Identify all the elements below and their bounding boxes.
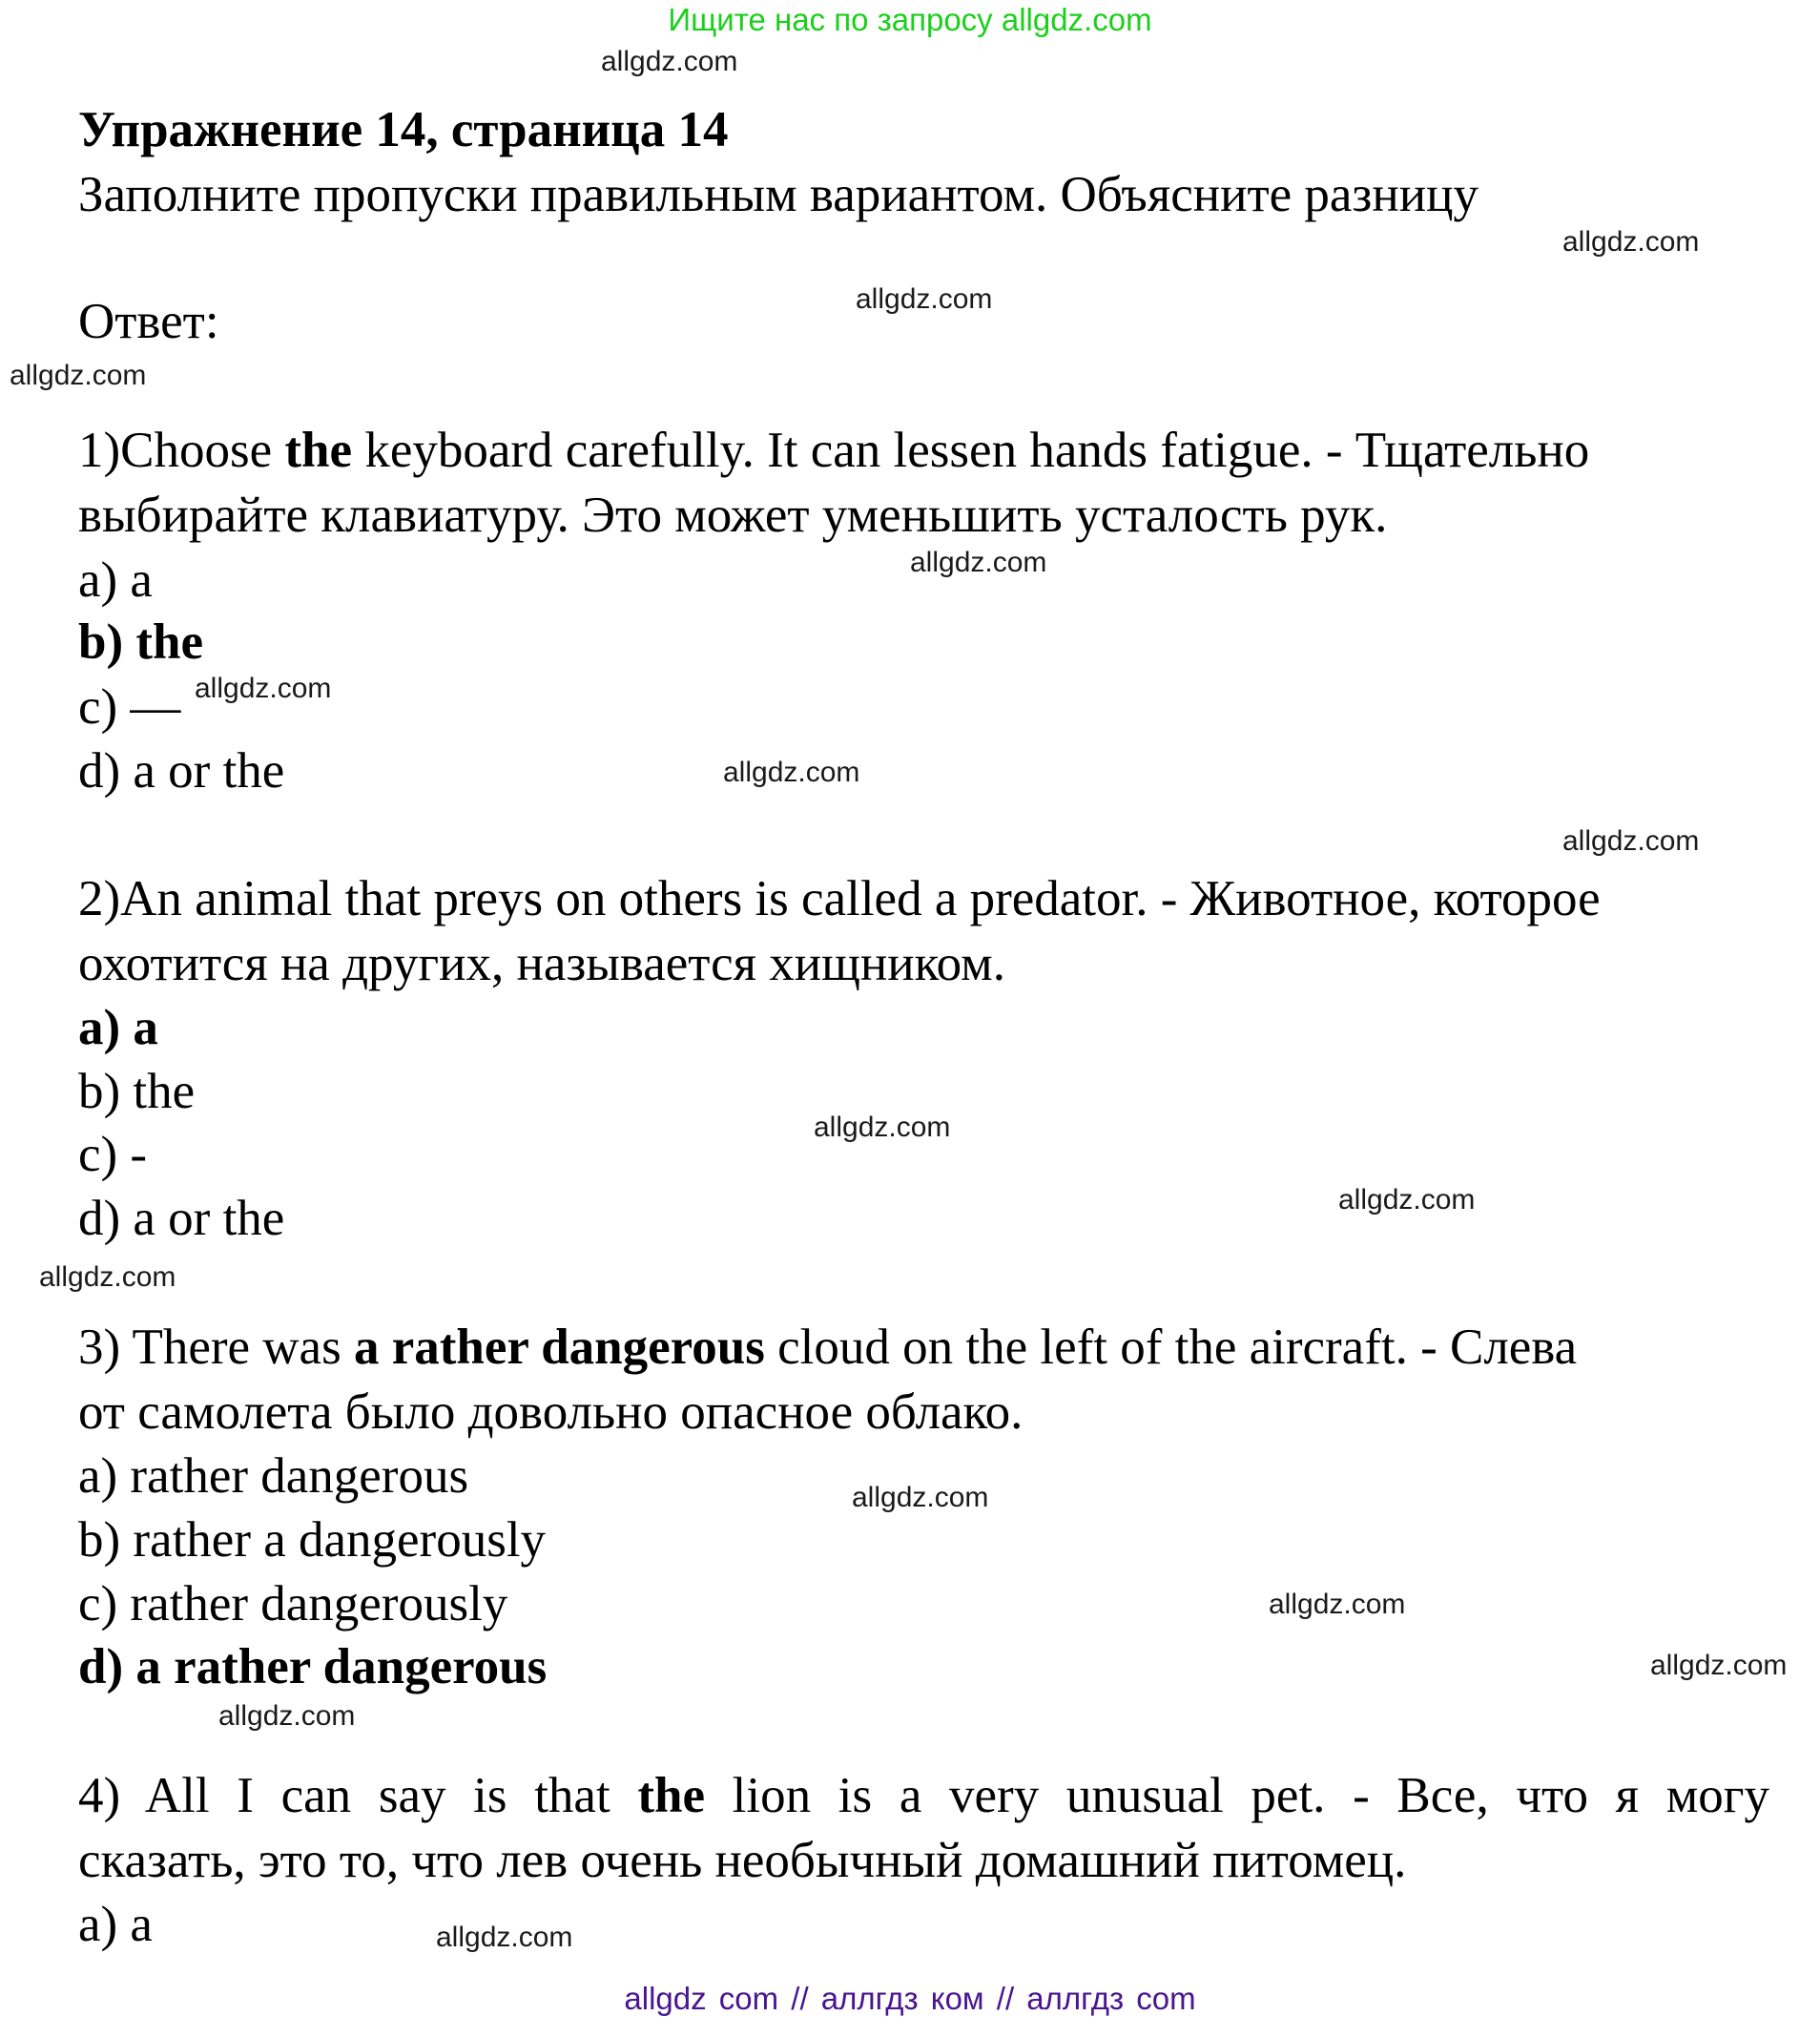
watermark: allgdz.com — [1338, 1184, 1476, 1216]
q2-line1: 2)An animal that preys on others is called a predator. - Животное, которое — [78, 871, 1601, 926]
watermark: allgdz.com — [39, 1261, 176, 1293]
watermark: allgdz.com — [218, 1700, 356, 1732]
q3-option-a: a) rather dangerous — [78, 1448, 469, 1504]
watermark: allgdz.com — [910, 547, 1047, 578]
q2-option-a-correct: a) a — [78, 1000, 158, 1055]
watermark: allgdz.com — [814, 1112, 951, 1143]
q3-option-b: b) rather a dangerously — [78, 1512, 547, 1568]
watermark: allgdz.com — [852, 1482, 989, 1513]
q3-highlight: a rather dangerous — [353, 1320, 765, 1375]
watermark: allgdz.com — [723, 757, 860, 788]
q3-line1 — [78, 1319, 1577, 1376]
watermark: allgdz.com — [195, 673, 332, 704]
q1-text: 1)Choose — [78, 423, 285, 478]
watermark: allgdz.com — [1562, 226, 1700, 258]
watermark: allgdz.com — [436, 1922, 573, 1953]
q4-line1 — [78, 1767, 1769, 1824]
q1-text: keyboard carefully. It can lessen hands fatigue. - Тщательно — [352, 423, 1590, 478]
q1-option-a: a) a — [78, 552, 153, 608]
q3-text: 3) There was — [78, 1320, 354, 1375]
q2-option-b: b) the — [78, 1064, 196, 1119]
q4-text: lion is a very unusual pet. - Все, что я могу — [705, 1768, 1769, 1823]
q2-line2: охотится на других, называется хищником. — [78, 936, 1005, 991]
q4-highlight: the — [637, 1768, 705, 1823]
q4-line2: сказать, это то, что лев очень необычный домашний питомец. — [78, 1833, 1407, 1888]
q2-option-c: c) - — [78, 1127, 148, 1182]
q1-option-d: d) a or the — [78, 743, 285, 799]
watermark: allgdz.com — [856, 283, 993, 315]
page-title: Упражнение 14, страница 14 — [78, 102, 729, 157]
watermark: allgdz.com — [601, 46, 738, 77]
q2-option-d: d) a or the — [78, 1191, 285, 1246]
watermark: allgdz.com — [1650, 1650, 1788, 1681]
watermark: allgdz.com — [10, 360, 147, 391]
q4-option-a: a) a — [78, 1897, 153, 1952]
q3-line2: от самолета было довольно опасное облако. — [78, 1384, 1024, 1440]
q4-text: 4) All I can say is that — [78, 1768, 638, 1823]
top-banner: Ищите нас по запросу allgdz.com — [668, 2, 1152, 37]
q1-option-b-correct: b) the — [78, 614, 204, 670]
watermark: allgdz.com — [1562, 825, 1700, 857]
q1-highlight: the — [284, 423, 353, 478]
q1-line1 — [78, 422, 1589, 479]
answer-label: Ответ: — [78, 294, 219, 349]
q3-option-c: c) rather dangerously — [78, 1576, 508, 1632]
footer-links: allgdz com // аллгдз ком // аллгдз com — [624, 1981, 1196, 2016]
watermark: allgdz.com — [1269, 1589, 1406, 1620]
task-instruction: Заполните пропуски правильным вариантом. Объясните разницу — [78, 167, 1479, 222]
q1-line2: выбирайте клавиатуру. Это может уменьшить усталость рук. — [78, 488, 1388, 543]
q3-text: cloud on the left of the aircraft. - Слева — [764, 1320, 1578, 1375]
q1-option-c: c) — — [78, 679, 181, 735]
q3-option-d-correct: d) a rather dangerous — [78, 1639, 548, 1694]
